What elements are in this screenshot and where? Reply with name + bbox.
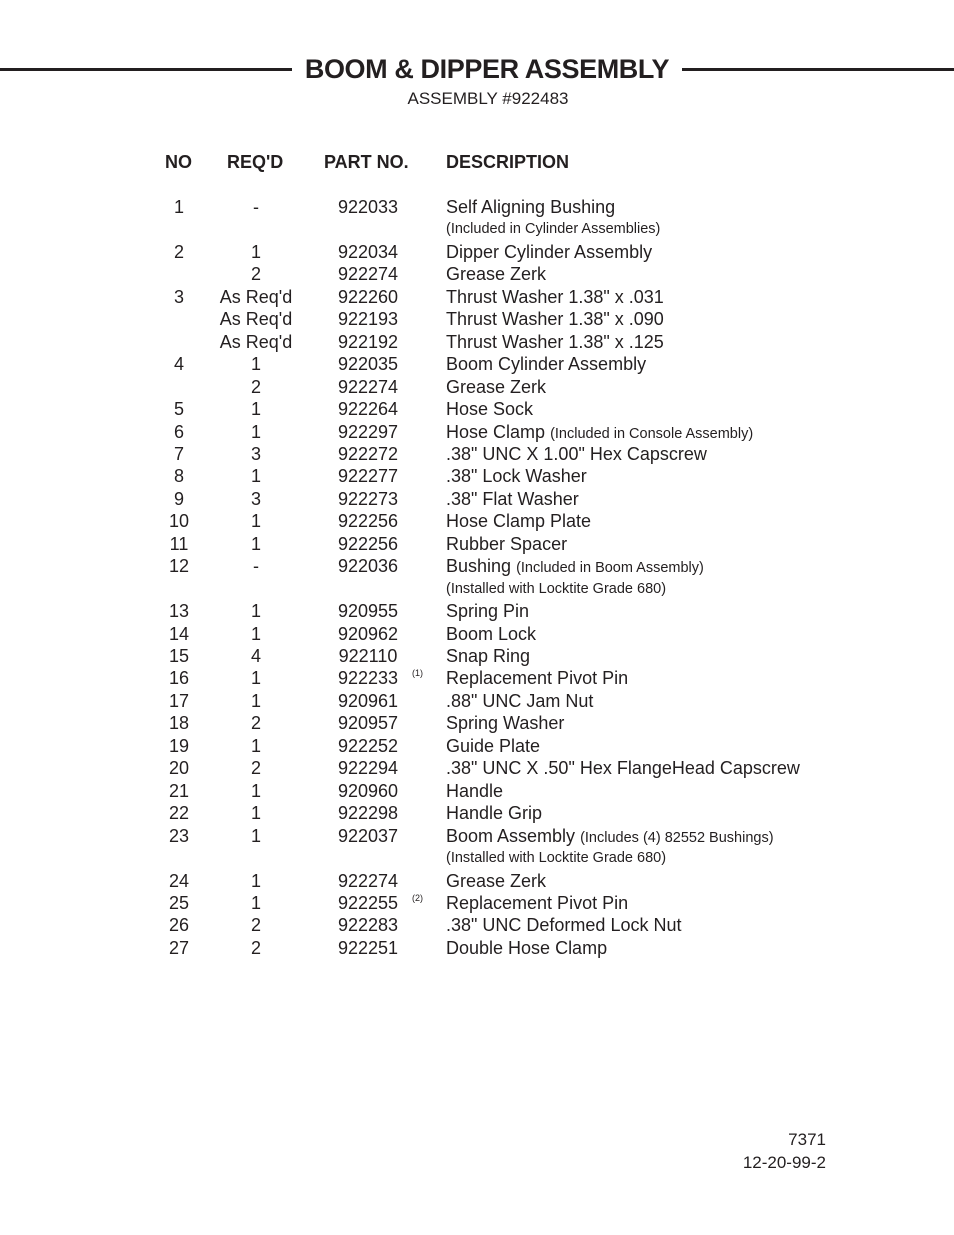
description-text: .38" Lock Washer	[446, 466, 587, 487]
item-number: 1	[173, 197, 184, 217]
description-note: (Installed with Locktite Grade 680)	[446, 850, 667, 867]
item-number: 8	[173, 466, 184, 487]
quantity-required: 1	[250, 399, 261, 420]
description-text: Hose Clamp	[446, 421, 546, 442]
item-number: 21	[168, 780, 190, 801]
part-number: 922260	[337, 286, 399, 307]
part-number: 920957	[337, 713, 399, 734]
part-number: 922255	[337, 892, 399, 913]
item-number: 26	[168, 915, 190, 936]
part-number: 922272	[337, 443, 399, 464]
table-row	[0, 712, 954, 734]
column-header-reqd: REQ'D	[227, 152, 284, 172]
item-number: 13	[168, 601, 190, 622]
part-description	[446, 712, 564, 734]
description-text: .38" UNC X 1.00" Hex Capscrew	[446, 443, 707, 464]
quantity-required: 1	[250, 601, 261, 622]
part-description	[446, 892, 628, 914]
item-number: 2	[173, 241, 184, 262]
part-number: 922274	[337, 264, 399, 285]
table-row	[0, 196, 954, 218]
table-row	[0, 870, 954, 892]
part-description	[446, 757, 800, 779]
description-text: .38" UNC X .50" Hex FlangeHead Capscrew	[446, 758, 800, 779]
description-text: Grease Zerk	[446, 376, 547, 397]
part-number: 922037	[337, 825, 399, 846]
item-number: 3	[173, 286, 184, 307]
part-description	[446, 353, 646, 375]
part-description	[446, 398, 533, 420]
quantity-required: 1	[250, 241, 261, 262]
description-text: Self Aligning Bushing	[446, 197, 616, 217]
part-number: 920962	[337, 623, 399, 644]
description-text: Grease Zerk	[446, 870, 547, 891]
part-description	[446, 488, 579, 510]
part-number: 922294	[337, 758, 399, 779]
part-description	[446, 376, 546, 398]
item-number: 23	[168, 825, 190, 846]
table-row-note	[0, 220, 954, 238]
table-row	[0, 645, 954, 667]
table-row	[0, 488, 954, 510]
item-number: 16	[168, 668, 190, 689]
description-text: Bushing	[446, 556, 512, 577]
quantity-required: 2	[250, 915, 261, 936]
quantity-required: 1	[250, 421, 261, 442]
table-row	[0, 667, 954, 689]
part-number: 922256	[337, 511, 399, 532]
part-number: 922193	[337, 309, 399, 330]
description-note: (Included in Cylinder Assemblies)	[446, 221, 661, 238]
column-header-no: NO	[165, 152, 192, 172]
item-number: 15	[168, 646, 190, 666]
quantity-required: As Req'd	[219, 286, 293, 307]
description-text: Boom Lock	[446, 623, 537, 644]
part-description	[446, 241, 652, 263]
description-note-inline: (Included in Boom Assembly)	[516, 560, 704, 577]
quantity-required: 1	[250, 623, 261, 644]
description-text: Thrust Washer 1.38" x .090	[446, 309, 664, 330]
table-row	[0, 623, 954, 645]
table-row	[0, 376, 954, 398]
item-number: 27	[168, 937, 190, 958]
part-description	[446, 443, 707, 465]
quantity-required: 1	[250, 668, 261, 689]
quantity-required: -	[253, 197, 259, 217]
part-number: 922256	[337, 533, 399, 554]
description-text: Hose Clamp Plate	[446, 511, 592, 532]
assembly-number: ASSEMBLY #922483	[407, 89, 569, 108]
part-description	[446, 690, 593, 712]
table-row	[0, 510, 954, 532]
part-number: 922192	[337, 331, 399, 352]
table-row	[0, 802, 954, 824]
page-title: BOOM & DIPPER ASSEMBLY	[304, 54, 670, 84]
part-description	[446, 645, 530, 667]
quantity-required: As Req'd	[219, 331, 293, 352]
item-number: 14	[168, 623, 190, 644]
quantity-required: 1	[250, 511, 261, 532]
quantity-required: -	[253, 556, 259, 577]
description-text: Handle Grip	[446, 803, 543, 824]
table-row	[0, 914, 954, 936]
description-text: Thrust Washer 1.38" x .125	[446, 331, 664, 352]
quantity-required: 1	[250, 870, 261, 891]
description-text: Hose Sock	[446, 399, 534, 420]
description-text: Guide Plate	[446, 735, 541, 756]
description-text: Handle	[446, 780, 504, 801]
part-number: 922297	[337, 421, 399, 442]
table-row	[0, 937, 954, 959]
table-row	[0, 353, 954, 375]
part-number: 922233	[337, 668, 399, 689]
quantity-required: 1	[250, 533, 261, 554]
item-number: 24	[168, 870, 190, 891]
quantity-required: As Req'd	[219, 309, 293, 330]
part-description	[446, 802, 542, 824]
revision-code: 12-20-99-2	[742, 1153, 826, 1172]
item-number: 10	[168, 511, 190, 532]
part-description	[446, 196, 615, 218]
part-number: 922274	[337, 376, 399, 397]
part-number: 922277	[337, 466, 399, 487]
part-description	[446, 510, 591, 532]
description-text: Thrust Washer 1.38" x .031	[446, 286, 664, 307]
part-number: 922251	[337, 937, 399, 958]
part-number: 922110	[338, 646, 398, 666]
table-row	[0, 533, 954, 555]
quantity-required: 2	[250, 713, 261, 734]
table-row	[0, 825, 954, 847]
quantity-required: 1	[250, 780, 261, 801]
item-number: 19	[168, 735, 190, 756]
item-number: 5	[173, 399, 184, 420]
table-row-note	[0, 580, 954, 598]
description-text: Boom Cylinder Assembly	[446, 354, 647, 375]
description-text: Dipper Cylinder Assembly	[446, 241, 653, 262]
part-number: 922035	[337, 354, 399, 375]
item-number: 20	[168, 758, 190, 779]
quantity-required: 3	[250, 488, 261, 509]
part-number: 922274	[337, 870, 399, 891]
description-note-inline: (Includes (4) 82552 Bushings)	[580, 829, 774, 846]
quantity-required: 1	[250, 690, 261, 711]
item-number: 11	[169, 533, 189, 554]
part-number: 922273	[337, 488, 399, 509]
quantity-required: 1	[250, 354, 261, 375]
column-header-description: DESCRIPTION	[446, 152, 570, 172]
description-text: Snap Ring	[446, 646, 531, 666]
table-row	[0, 555, 954, 577]
part-number: 922283	[337, 915, 399, 936]
description-note-inline: (Included in Console Assembly)	[550, 425, 754, 442]
part-number: 922298	[337, 803, 399, 824]
description-text: .38" Flat Washer	[446, 488, 579, 509]
part-number: 922264	[337, 399, 399, 420]
part-number: 920960	[337, 780, 399, 801]
quantity-required: 1	[250, 825, 261, 846]
description-note: (Installed with Locktite Grade 680)	[446, 580, 667, 597]
description-text: .88" UNC Jam Nut	[446, 690, 594, 711]
quantity-required: 1	[250, 892, 261, 913]
item-number: 25	[168, 892, 190, 913]
part-description	[446, 735, 540, 757]
table-row-note	[0, 849, 954, 867]
table-row	[0, 757, 954, 779]
item-number: 9	[173, 488, 184, 509]
description-text: Replacement Pivot Pin	[446, 668, 629, 689]
part-number: 920961	[337, 690, 399, 711]
description-text: Replacement Pivot Pin	[446, 892, 629, 913]
table-row	[0, 892, 954, 914]
quantity-required: 1	[250, 735, 261, 756]
part-description	[446, 263, 546, 285]
table-row	[0, 443, 954, 465]
table-row	[0, 241, 954, 263]
part-number: 922034	[337, 241, 399, 262]
table-row	[0, 263, 954, 285]
table-row	[0, 690, 954, 712]
item-number: 22	[168, 803, 190, 824]
table-row	[0, 398, 954, 420]
footnote-marker: (2)	[412, 892, 423, 903]
part-description	[446, 533, 567, 555]
part-description	[446, 331, 664, 353]
description-text: Spring Pin	[446, 601, 530, 622]
quantity-required: 4	[250, 646, 261, 666]
part-description	[446, 914, 681, 936]
part-number: 922033	[337, 197, 399, 217]
quantity-required: 1	[250, 466, 261, 487]
item-number: 18	[168, 713, 190, 734]
footnote-marker: (1)	[412, 668, 423, 679]
quantity-required: 2	[250, 376, 261, 397]
item-number: 17	[168, 690, 190, 711]
item-number: 7	[173, 443, 184, 464]
part-description	[446, 555, 704, 579]
table-row	[0, 735, 954, 757]
quantity-required: 2	[250, 937, 261, 958]
item-number: 4	[173, 354, 184, 375]
description-text: Spring Washer	[446, 713, 565, 734]
part-description	[446, 600, 529, 622]
page-number: 7371	[788, 1130, 826, 1149]
quantity-required: 3	[250, 443, 261, 464]
description-text: Boom Assembly	[446, 825, 576, 846]
table-row	[0, 780, 954, 802]
part-number: 922036	[337, 556, 399, 577]
part-number: 920955	[337, 601, 399, 622]
part-description	[446, 623, 536, 645]
description-text: .38" UNC Deformed Lock Nut	[446, 915, 682, 936]
part-description	[446, 937, 607, 959]
quantity-required: 2	[250, 264, 261, 285]
part-description	[446, 870, 546, 892]
part-description	[446, 286, 664, 308]
quantity-required: 2	[250, 758, 261, 779]
table-row	[0, 286, 954, 308]
item-number: 12	[168, 556, 190, 577]
part-number: 922252	[337, 735, 399, 756]
description-text: Rubber Spacer	[446, 533, 568, 554]
item-number: 6	[173, 421, 184, 442]
table-row	[0, 465, 954, 487]
description-text: Grease Zerk	[446, 264, 547, 285]
part-description	[446, 421, 753, 445]
table-row	[0, 600, 954, 622]
part-description	[446, 825, 774, 849]
quantity-required: 1	[250, 803, 261, 824]
table-row	[0, 331, 954, 353]
part-description	[446, 465, 587, 487]
table-row	[0, 421, 954, 443]
description-text: Double Hose Clamp	[446, 937, 608, 958]
column-header-part-no: PART NO.	[324, 152, 409, 172]
part-description	[446, 780, 503, 802]
part-description	[446, 308, 664, 330]
table-row	[0, 308, 954, 330]
part-description	[446, 667, 628, 689]
